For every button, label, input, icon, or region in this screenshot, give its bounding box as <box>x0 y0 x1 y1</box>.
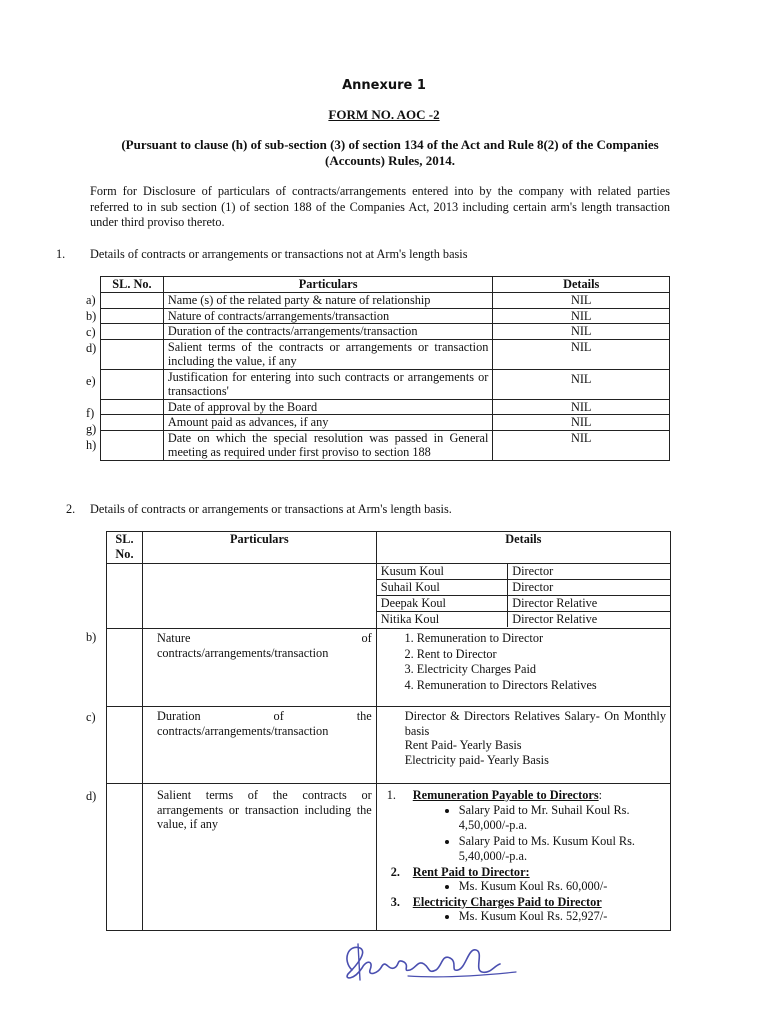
row-label: e) <box>86 374 96 388</box>
particular-cell: Nature of contracts/arrangements/transaction <box>156 631 372 660</box>
table-row <box>107 784 671 931</box>
particular-cell: Date of approval by the Board <box>163 399 493 415</box>
section-title: Details of contracts or arrangements or transactions at Arm's length basis. <box>90 502 452 516</box>
list-item: 4. Remuneration to Directors Relatives <box>417 678 666 694</box>
particular-cell: Amount paid as advances, if any <box>163 415 493 431</box>
list-item: 1. Remuneration to Director <box>417 631 666 647</box>
particular-cell: Duration of the contracts/arrangements/transaction <box>156 709 372 738</box>
party-relation: Director <box>508 580 670 596</box>
party-row <box>377 612 670 628</box>
party-relation: Director Relative <box>508 612 670 628</box>
party-name: Kusum Koul <box>377 564 508 580</box>
intro-paragraph: Form for Disclosure of particulars of contracts/arrangements entered into by the company with related parties referred to in sub section (1) of section 188 of the Companies Act, 2013 including certain arm's length transaction under third proviso thereto. <box>90 184 670 229</box>
particular-cell: Name (s) of the related party & nature of relationship <box>163 293 493 309</box>
section-number: 1. <box>56 247 66 261</box>
bullet-list <box>381 909 666 925</box>
party-row <box>377 564 670 580</box>
particular-cell: Date on which the special resolution was passed in General meeting as required under first proviso to section 188 <box>163 430 493 460</box>
duration-line: Rent Paid- Yearly Basis <box>404 738 522 752</box>
particular-cell: Justification for entering into such contracts or arrangements or transactions' <box>163 369 493 399</box>
party-name: Suhail Koul <box>377 580 508 596</box>
detail-cell: NIL <box>493 308 670 324</box>
particular-cell: Nature of contracts/arrangements/transaction <box>163 308 493 324</box>
list-item: • Ms. Kusum Koul Rs. 52,927/- <box>459 909 666 925</box>
duration-line: Electricity paid- Yearly Basis <box>404 752 549 767</box>
detail-cell: NIL <box>493 430 670 460</box>
table-row <box>101 339 670 369</box>
row-label: c) <box>86 710 96 724</box>
row-label: b) <box>86 309 97 323</box>
detail-cell: NIL <box>493 339 670 369</box>
salient-group: 1. Remuneration Payable to Directors: <box>386 788 603 802</box>
row-label: f) <box>86 406 95 420</box>
table-row <box>101 399 670 415</box>
table-row <box>101 430 670 460</box>
table-row <box>107 564 671 629</box>
party-row <box>377 580 670 596</box>
party-name: Deepak Koul <box>377 596 508 612</box>
table-row <box>107 629 671 707</box>
detail-cell: NIL <box>493 399 670 415</box>
detail-cell: NIL <box>493 324 670 340</box>
salient-group: 2. Rent Paid to Director: <box>390 864 530 879</box>
annexure-heading: Annexure 1 <box>342 78 426 93</box>
table-row <box>101 324 670 340</box>
detail-cell: NIL <box>493 415 670 431</box>
particular-cell: Salient terms of the contracts or arrangements or transaction including the value, if any <box>156 788 372 831</box>
list-item: • Salary Paid to Mr. Suhail Koul Rs. 4,50,000/-p.a. <box>459 803 666 834</box>
arms-length-table <box>106 531 671 931</box>
column-header: Details <box>376 532 670 564</box>
detail-cell: NIL <box>493 293 670 309</box>
pursuant-clause: (Pursuant to clause (h) of sub-section (3) of section 134 of the Act and Rule 8(2) of the Companies (Accounts) Rules, 2014. <box>121 137 659 168</box>
table-row <box>107 707 671 784</box>
handwritten-signature <box>338 930 528 986</box>
column-header: Details <box>493 277 670 293</box>
party-relation: Director <box>508 564 670 580</box>
list-item: • Ms. Kusum Koul Rs. 60,000/- <box>459 879 666 895</box>
duration-line: Director & Directors Relatives Salary- On Monthly basis <box>404 709 666 738</box>
column-header: SL. No. <box>101 277 164 293</box>
list-item: 2. Rent to Director <box>417 647 666 663</box>
column-header: Particulars <box>163 277 493 293</box>
row-label: c) <box>86 325 96 339</box>
row-label: d) <box>86 789 97 803</box>
non-arms-length-table <box>100 276 670 461</box>
table-header-row <box>107 532 671 564</box>
list-item: 3. Electricity Charges Paid <box>417 662 666 678</box>
table-header-row <box>101 277 670 293</box>
row-label: g) <box>86 422 97 436</box>
section-1-heading <box>56 247 696 262</box>
row-label: h) <box>86 438 97 452</box>
section-number: 2. <box>66 502 76 516</box>
table-row <box>101 293 670 309</box>
table-row <box>101 369 670 399</box>
row-label: d) <box>86 341 97 355</box>
table-row <box>101 308 670 324</box>
group-heading: Electricity Charges Paid to Director <box>412 894 602 909</box>
group-heading: Rent Paid to Director: <box>412 864 530 879</box>
section-2-heading <box>66 502 706 517</box>
particular-cell: Salient terms of the contracts or arrangements or transaction including the value, if any <box>163 339 493 369</box>
group-heading: Remuneration Payable to Directors <box>412 788 599 802</box>
row-label: b) <box>86 630 97 644</box>
column-header: Particulars <box>142 532 376 564</box>
related-party-table <box>377 564 670 627</box>
salient-group: 3. Electricity Charges Paid to Director <box>390 894 602 909</box>
row-label: a) <box>86 293 96 307</box>
detail-cell: NIL <box>493 369 670 399</box>
particular-cell: Duration of the contracts/arrangements/transaction <box>163 324 493 340</box>
nature-list <box>381 631 666 693</box>
table-row <box>101 415 670 431</box>
bullet-list <box>381 803 666 865</box>
form-number: FORM NO. AOC -2 <box>328 107 440 122</box>
column-header: SL. No. <box>107 532 143 564</box>
bullet-list <box>381 879 666 895</box>
party-name: Nitika Koul <box>377 612 508 628</box>
party-relation: Director Relative <box>508 596 670 612</box>
list-item: • Salary Paid to Ms. Kusum Koul Rs. 5,40,000/-p.a. <box>459 834 666 865</box>
party-row <box>377 596 670 612</box>
section-title: Details of contracts or arrangements or transactions not at Arm's length basis <box>90 247 468 261</box>
